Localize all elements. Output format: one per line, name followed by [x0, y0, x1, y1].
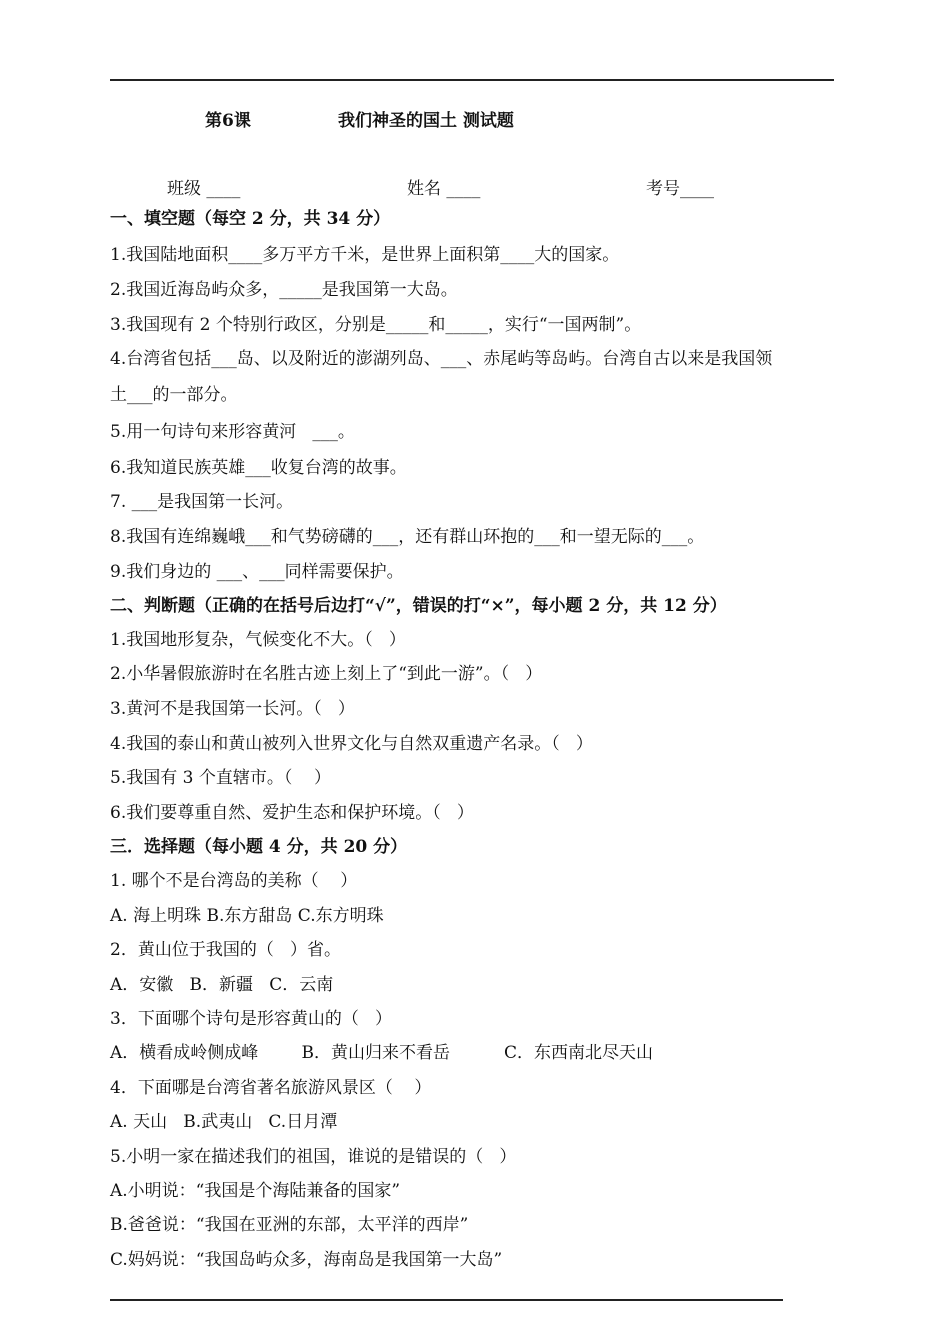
page-title: 我们神圣的国土 测试题: [338, 111, 514, 131]
choice-line: A. 天山 B.武夷山 C.日月潭: [110, 1112, 338, 1132]
bottom-rule: [110, 1299, 783, 1301]
choice-line: C.妈妈说：“我国岛屿众多，海南岛是我国第一大岛”: [110, 1250, 503, 1270]
question-line: 1.我国陆地面积____多万平方千米，是世界上面积第____大的国家。: [110, 245, 620, 265]
question-line: 3.我国现有 2 个特别行政区，分别是_____和_____，实行“一国两制”。: [110, 315, 642, 335]
question-line: 4.我国的泰山和黄山被列入世界文化与自然双重遗产名录。（ ）: [110, 734, 593, 754]
lesson-number: 第6课: [205, 111, 251, 131]
choice-line: A.小明说：“我国是个海陆兼备的国家”: [110, 1181, 401, 1201]
question-line: 3．下面哪个诗句是形容黄山的（ ）: [110, 1009, 393, 1029]
section-heading-fill-blank: 一、填空题（每空 2 分，共 34 分）: [110, 209, 391, 229]
exam-number-field: 考号____: [646, 179, 714, 199]
top-rule: [110, 79, 834, 81]
question-line: 5.小明一家在描述我们的祖国，谁说的是错误的（ ）: [110, 1147, 517, 1167]
choice-line: A. 海上明珠 B.东方甜岛 C.东方明珠: [110, 906, 384, 926]
question-line: 土___的一部分。: [110, 385, 238, 405]
choice-line: B.爸爸说：“我国在亚洲的东部，太平洋的西岸”: [110, 1215, 469, 1235]
section-heading-true-false: 二、判断题（正确的在括号后边打“√”，错误的打“×”，每小题 2 分，共 12 分）: [110, 596, 727, 616]
question-line: 4.台湾省包括___岛、以及附近的澎湖列岛、___、赤尾屿等岛屿。台湾自古以来是我国领: [110, 349, 773, 369]
question-line: 8.我国有连绵巍峨___和气势磅礴的___，还有群山环抱的___和一望无际的___。: [110, 527, 705, 547]
question-line: 1.我国地形复杂，气候变化不大。（ ）: [110, 630, 406, 650]
class-field: 班级 ____: [167, 179, 241, 199]
question-line: 6.我知道民族英雄___收复台湾的故事。: [110, 458, 407, 478]
question-line: 2.小华暑假旅游时在名胜古迹上刻上了“到此一游”。（ ）: [110, 664, 543, 684]
name-field: 姓名 ____: [407, 179, 481, 199]
section-heading-multiple-choice: 三．选择题（每小题 4 分，共 20 分）: [110, 837, 408, 857]
question-line: 4．下面哪是台湾省著名旅游风景区（ ）: [110, 1078, 432, 1098]
question-line: 2．黄山位于我国的（ ）省。: [110, 940, 342, 960]
choice-line: A．安徽 B．新疆 C．云南: [110, 975, 334, 995]
question-line: 7. ___是我国第一长河。: [110, 492, 294, 512]
question-line: 3.黄河不是我国第一长河。（ ）: [110, 699, 355, 719]
question-line: 5.用一句诗句来形容黄河 ___。: [110, 422, 355, 442]
question-line: 5.我国有 3 个直辖市。（ ）: [110, 768, 331, 788]
question-line: 2.我国近海岛屿众多，_____是我国第一大岛。: [110, 280, 458, 300]
question-line: 6.我们要尊重自然、爱护生态和保护环境。（ ）: [110, 803, 474, 823]
choice-line: A．横看成岭侧成峰 B．黄山归来不看岳 C．东西南北尽天山: [110, 1043, 654, 1063]
question-line: 1. 哪个不是台湾岛的美称（ ）: [110, 871, 358, 891]
question-line: 9.我们身边的 ___、___同样需要保护。: [110, 562, 404, 582]
